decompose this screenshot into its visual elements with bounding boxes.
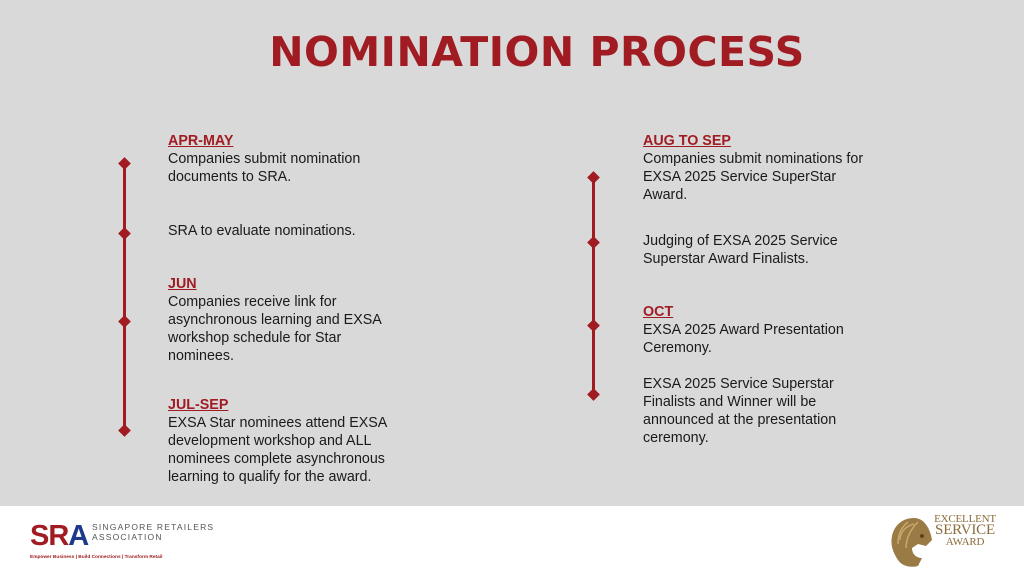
step-description: Companies submit nomination documents to SRA.: [168, 151, 361, 185]
step-description: SRA to evaluate nominations.: [168, 223, 356, 239]
right-timeline-line: [592, 176, 595, 396]
left-timeline-line: [123, 162, 126, 432]
lion-head-icon: [888, 514, 938, 570]
step-heading: AUG TO SEP: [643, 133, 731, 149]
timeline-step-evaluate: [168, 222, 356, 240]
timeline-step-jul-sep: [168, 397, 387, 486]
timeline-step-apr-may: [168, 133, 360, 186]
step-description: Companies receive link for asynchronous learning and EXSA workshop schedule for Star nominees.: [168, 294, 382, 364]
excellent-service-award-logo: [888, 512, 998, 570]
page-title: NOMINATION PROCESS: [269, 28, 805, 76]
timeline-step-announcement: [643, 375, 836, 447]
award-logo-text: EXCELLENT SERVICE AWARD: [934, 513, 996, 548]
step-description: EXSA 2025 Award Presentation Ceremony.: [643, 322, 844, 356]
step-description: EXSA Star nominees attend EXSA development workshop and ALL nominees complete asynchronous learning to qualify for the award.: [168, 415, 388, 485]
sra-logo-tagline: Empower Business | Build Connections | Transform Retail: [30, 555, 163, 560]
sra-logo-name: SINGAPORE RETAILERS ASSOCIATION: [92, 522, 215, 542]
sra-logo-mark: SRA: [30, 520, 89, 552]
step-description: Judging of EXSA 2025 Service Superstar Award Finalists.: [643, 233, 838, 267]
sra-logo: [30, 518, 220, 566]
step-heading: JUL-SEP: [168, 397, 229, 413]
step-heading: OCT: [643, 304, 674, 320]
timeline-step-judging: [643, 232, 838, 268]
step-description: Companies submit nominations for EXSA 2025 Service SuperStar Award.: [643, 151, 864, 203]
timeline-step-jun: [168, 276, 382, 365]
step-heading: JUN: [168, 276, 197, 292]
timeline-step-aug-to-sep: [643, 133, 863, 204]
step-description: EXSA 2025 Service Superstar Finalists and Winner will be announced at the presentation ceremony.: [643, 376, 837, 446]
step-heading: APR-MAY: [168, 133, 234, 149]
timeline-step-oct: [643, 304, 844, 357]
